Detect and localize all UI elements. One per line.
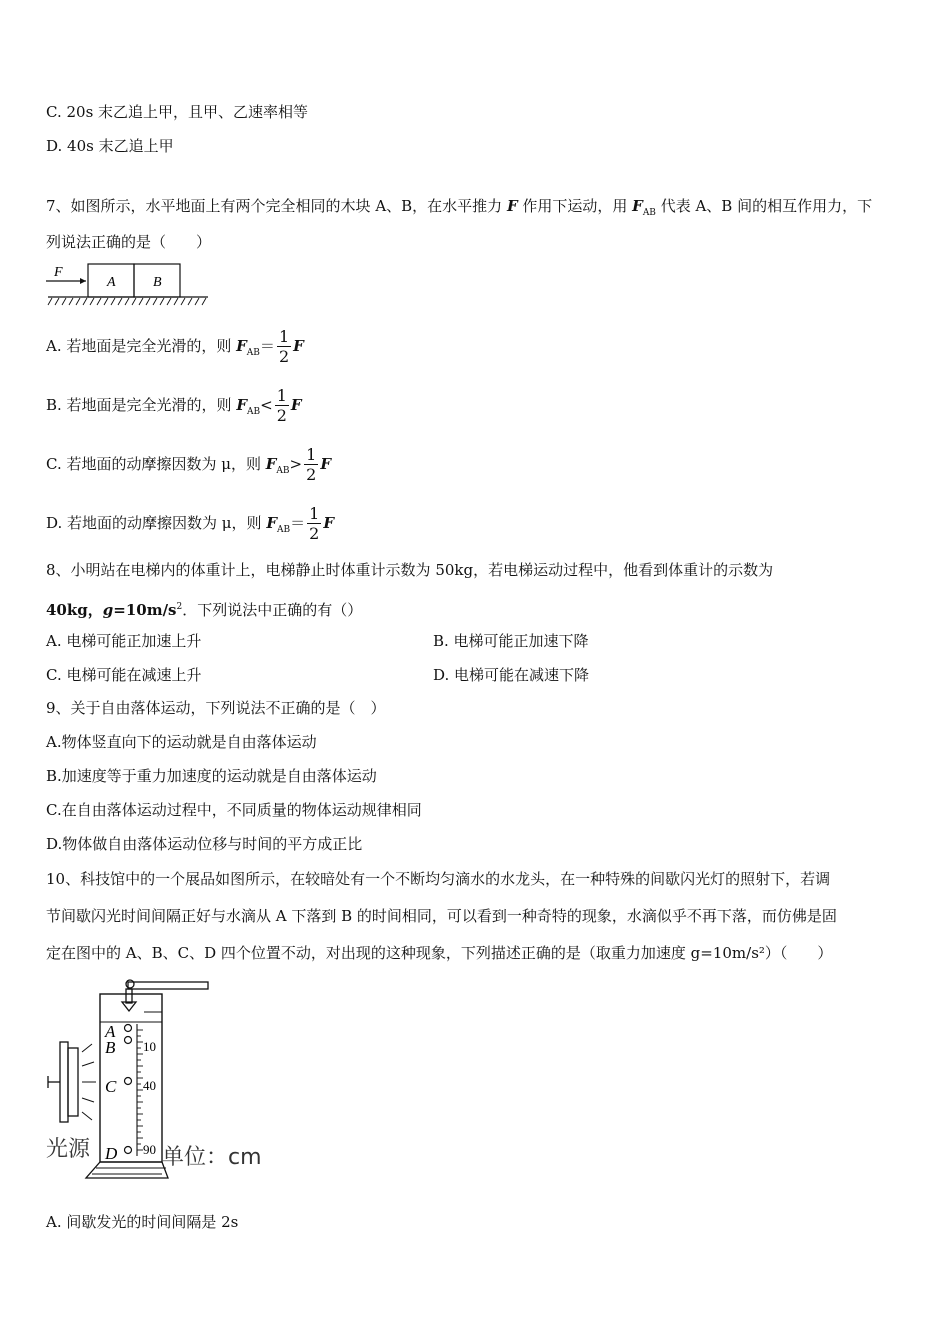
q7-option-d-tail: F [323, 514, 334, 532]
q7-option-a-fraction [277, 329, 291, 365]
q7-option-a-fab: F [236, 337, 247, 355]
q8-stem-g: g [102, 601, 114, 619]
q7-option-c-relation: > [289, 455, 303, 473]
q7-option-b-text: B. 若地面是完全光滑的，则 [46, 396, 237, 414]
fraction-denominator: 2 [309, 524, 320, 543]
q7-force-label: F [54, 265, 63, 280]
faucet-pipe [128, 982, 208, 989]
tube-base [86, 1162, 168, 1178]
q6-option-d: D. 40s 末乙追上甲 [46, 137, 174, 155]
q7-option-c-fraction [304, 447, 318, 483]
light-source [60, 1042, 68, 1122]
q7-option-c-tail: F [320, 455, 331, 473]
light-source-label: 光源 [46, 1137, 91, 1162]
q10-option-a: A. 间歇发光的时间间隔是 2s [46, 1213, 239, 1231]
fraction-denominator: 2 [306, 465, 317, 484]
q8-option-c: C. 电梯可能在减速上升 [46, 666, 202, 684]
q7-option-d-fab: F [266, 514, 277, 532]
q8-stem-text-b: =10m/s [113, 601, 177, 619]
fraction-numerator: 1 [278, 327, 290, 346]
q7-option-d-text: D. 若地面的动摩擦因数为 μ，则 [46, 514, 267, 532]
q6-option-c: C. 20s 末乙追上甲，且甲、乙速率相等 [46, 103, 309, 121]
q7-stem-text-b: 作用下运动，用 [517, 197, 633, 215]
q8-stem-text-c: ．下列说法中正确的有（） [182, 601, 363, 619]
q9-option-c: C.在自由落体运动过程中，不同质量的物体运动规律相同 [46, 801, 422, 819]
q10-stem-line2: 节间歇闪光时间间隔正好与水滴从 A 下落到 B 的时间相同，可以看到一种奇特的现象，水滴似乎不再下落，而仿佛是固 [46, 907, 837, 925]
q7-stem-fab: F [632, 197, 643, 215]
drop-d [125, 1147, 132, 1154]
scale-90: 90 [143, 1142, 156, 1157]
q9-option-a: A.物体竖直向下的运动就是自由落体运动 [46, 733, 317, 751]
label-d: D [105, 1144, 118, 1163]
q7-stem-line2: 列说法正确的是（ ） [46, 233, 212, 251]
q9-stem: 9、关于自由落体运动，下列说法不正确的是（ ） [46, 699, 386, 717]
q7-option-d-fraction [307, 506, 321, 542]
q7-stem-line1 [46, 196, 872, 223]
fraction-numerator: 1 [276, 386, 287, 405]
q7-stem-text-a: 7、如图所示，水平地面上有两个完全相同的木块 A、B，在水平推力 [46, 197, 507, 215]
fraction-numerator: 1 [306, 445, 317, 464]
q7-option-a-relation: ＝ [259, 337, 275, 355]
q8-stem-text-a: 40kg， [46, 601, 103, 619]
scale-10: 10 [143, 1039, 156, 1054]
q8-stem-line1: 8、小明站在电梯内的体重计上，电梯静止时体重计示数为 50kg，若电梯运动过程中，他看到体重计的示数为 [46, 561, 774, 579]
q9-option-d: D.物体做自由落体运动位移与时间的平方成正比 [46, 835, 363, 853]
label-b: B [105, 1038, 116, 1057]
q7-option-d-relation: ＝ [290, 514, 306, 532]
q8-stem-sup: 2 [176, 602, 183, 612]
q7-option-c-fab: F [265, 455, 277, 473]
q10-stem-line1: 10、科技馆中的一个展品如图所示，在较暗处有一个不断均匀滴水的水龙头，在一种特殊的间歇闪光灯的照射下，若调 [46, 870, 831, 888]
q7-block-b-label: B [153, 275, 162, 290]
q7-option-c-fab-sub: AB [276, 466, 290, 476]
unit-label: 单位：cm [162, 1145, 262, 1170]
scale-40: 40 [143, 1078, 156, 1093]
q7-option-b [46, 385, 302, 432]
label-c: C [105, 1077, 117, 1096]
q8-option-d: D. 电梯可能在减速下降 [433, 666, 590, 684]
q8-stem-line2 [46, 597, 362, 620]
drop-c [125, 1078, 132, 1085]
q8-option-a: A. 电梯可能正加速上升 [46, 632, 202, 650]
q7-option-c-text: C. 若地面的动摩擦因数为 μ，则 [46, 455, 266, 473]
q9-option-b: B.加速度等于重力加速度的运动就是自由落体运动 [46, 767, 377, 785]
q7-option-b-fraction [275, 388, 289, 424]
q7-option-a-fab-sub: AB [246, 348, 260, 358]
q7-option-c [46, 444, 331, 491]
q7-option-a-tail: F [293, 337, 304, 355]
q7-option-d-fab-sub: AB [276, 525, 291, 535]
q10-waterdrop-figure [44, 978, 284, 1198]
drop-a [125, 1025, 132, 1032]
q7-option-a-text: A. 若地面是完全光滑的，则 [46, 337, 237, 355]
q7-option-b-relation: < [260, 396, 273, 414]
fraction-numerator: 1 [309, 504, 320, 523]
q8-option-b: B. 电梯可能正加速下降 [433, 632, 589, 650]
q7-option-d [46, 503, 334, 550]
faucet-valve [126, 980, 134, 988]
fraction-denominator: 2 [278, 347, 290, 366]
fraction-denominator: 2 [276, 406, 287, 425]
q7-option-b-fab-sub: AB [247, 407, 261, 417]
q7-stem-fab-sub: AB [642, 208, 656, 218]
q7-option-a [46, 326, 304, 373]
q7-stem-text-c: 代表 A、B 间的相互作用力，下 [655, 197, 873, 215]
drop-b [125, 1037, 132, 1044]
q10-stem-line3: 定在图中的 A、B、C、D 四个位置不动，对出现的这种现象，下列描述正确的是（取重力加速度 g=10m/s²）（ ） [46, 944, 833, 962]
q7-option-b-fab: F [236, 396, 247, 414]
label-a: A [105, 1022, 116, 1041]
q7-blocks-figure [46, 262, 216, 310]
q7-option-b-tail: F [290, 396, 302, 414]
q7-stem-force: F [506, 197, 518, 215]
q7-block-a-label: A [107, 275, 116, 290]
